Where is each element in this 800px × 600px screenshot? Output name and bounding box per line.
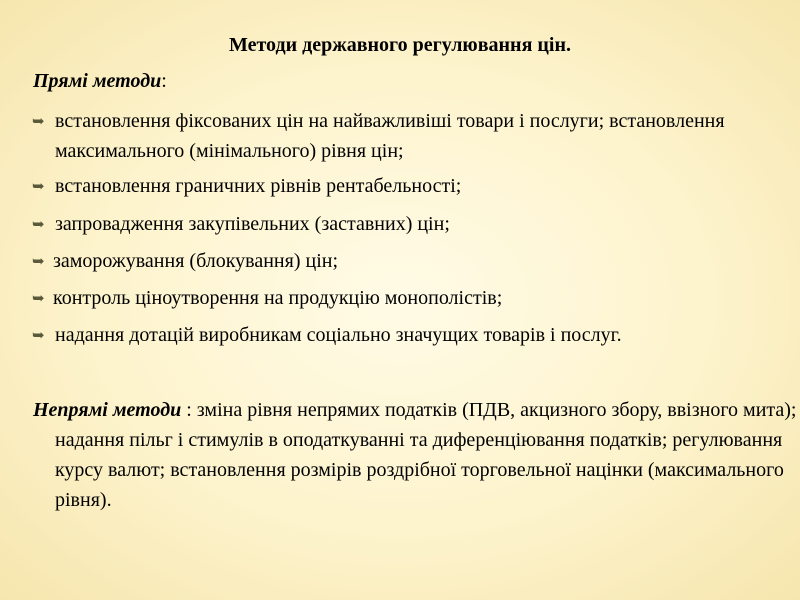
direct-methods-heading: [33, 69, 167, 93]
direct-methods-colon: :: [161, 70, 167, 92]
bullet-text: заморожування (блокування) цін;: [53, 250, 339, 272]
bullet-icon: ➥: [32, 252, 45, 270]
bullet-icon: ➥: [32, 289, 45, 307]
indirect-methods-label: Непрямі методи: [33, 399, 182, 421]
bullet-text: встановлення фіксованих цін на найважливіші товари і послуги; встановлення максимального (мінімального) рівня цін;: [55, 110, 725, 162]
bullet-item: [33, 171, 793, 201]
bullet-text: запровадження закупівельних (заставних) цін;: [55, 213, 450, 235]
direct-methods-label: Прямі методи: [33, 70, 162, 92]
bullet-icon: ➥: [32, 112, 45, 130]
indirect-methods-text: : зміна рівня непрямих податків (ПДВ, акцизного збору, ввізного мита); надання пільг і стимулів в оподаткуванні та диференціювання податків; регулювання курсу валют; встановлення розмірів роздрібної торговельної націнки (максимального рівня).: [55, 399, 797, 511]
bullet-item: [33, 246, 793, 276]
slide-title: Методи державного регулювання цін.: [228, 34, 571, 56]
bullet-item: [33, 106, 793, 166]
bullet-text: контроль ціноутворення на продукцію монополістів;: [53, 287, 503, 309]
bullet-text: надання дотацій виробникам соціально значущих товарів і послуг.: [55, 324, 622, 346]
bullet-icon: ➥: [32, 177, 45, 195]
bullet-item: [33, 209, 793, 239]
bullet-text: встановлення граничних рівнів рентабельності;: [55, 175, 462, 197]
bullet-icon: ➥: [32, 326, 45, 344]
bullet-item: [33, 320, 793, 350]
indirect-methods-paragraph: [33, 395, 800, 515]
bullet-icon: ➥: [32, 215, 45, 233]
bullet-item: [33, 283, 793, 313]
